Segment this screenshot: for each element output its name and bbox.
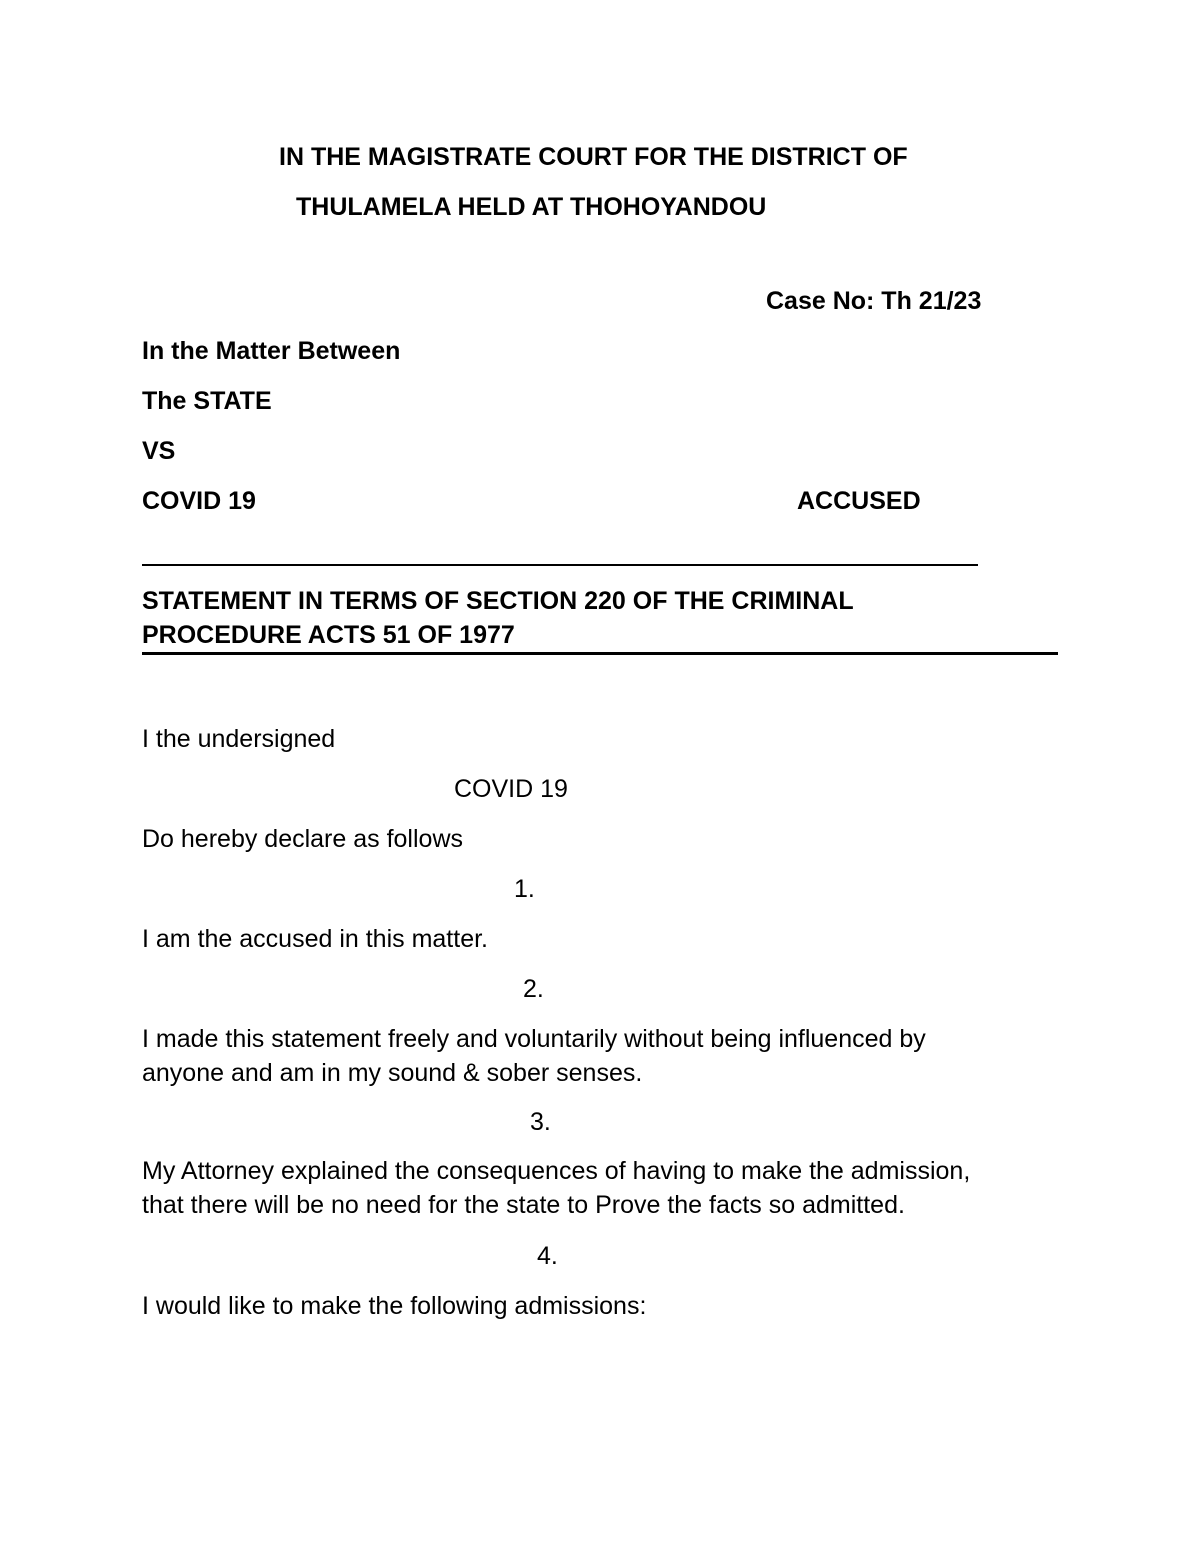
paragraph-number: 4. bbox=[537, 1242, 558, 1270]
plaintiff-name: The STATE bbox=[142, 387, 272, 415]
paragraph-number: 2. bbox=[523, 975, 544, 1003]
paragraph-number: 3. bbox=[530, 1108, 551, 1136]
declare-text: Do hereby declare as follows bbox=[142, 825, 463, 853]
statement-title-line-2: PROCEDURE ACTS 51 OF 1977 bbox=[142, 621, 515, 649]
paragraph-line: anyone and am in my sound & sober senses. bbox=[142, 1059, 643, 1087]
statement-title-line-1: STATEMENT IN TERMS OF SECTION 220 OF THE CRIMINAL bbox=[142, 587, 854, 615]
party-divider-rule bbox=[142, 564, 978, 566]
matter-between: In the Matter Between bbox=[142, 337, 401, 365]
paragraph-number: 1. bbox=[514, 875, 535, 903]
court-heading-line-1: IN THE MAGISTRATE COURT FOR THE DISTRICT OF bbox=[279, 143, 908, 171]
accused-name: COVID 19 bbox=[142, 487, 256, 515]
undersigned-text: I the undersigned bbox=[142, 725, 336, 753]
paragraph-line: I would like to make the following admissions: bbox=[142, 1292, 647, 1320]
versus-label: VS bbox=[142, 437, 176, 465]
accused-role: ACCUSED bbox=[797, 487, 921, 515]
court-heading-line-2: THULAMELA HELD AT THOHOYANDOU bbox=[296, 193, 767, 221]
paragraph-line: I made this statement freely and voluntarily without being influenced by bbox=[142, 1025, 926, 1053]
paragraph-line: that there will be no need for the state to Prove the facts so admitted. bbox=[142, 1191, 905, 1219]
paragraph-line: My Attorney explained the consequences of having to make the admission, bbox=[142, 1157, 971, 1185]
declarant-name: COVID 19 bbox=[454, 775, 568, 803]
statement-title-underline bbox=[142, 652, 1058, 655]
case-number: Case No: Th 21/23 bbox=[766, 287, 982, 315]
paragraph-line: I am the accused in this matter. bbox=[142, 925, 488, 953]
